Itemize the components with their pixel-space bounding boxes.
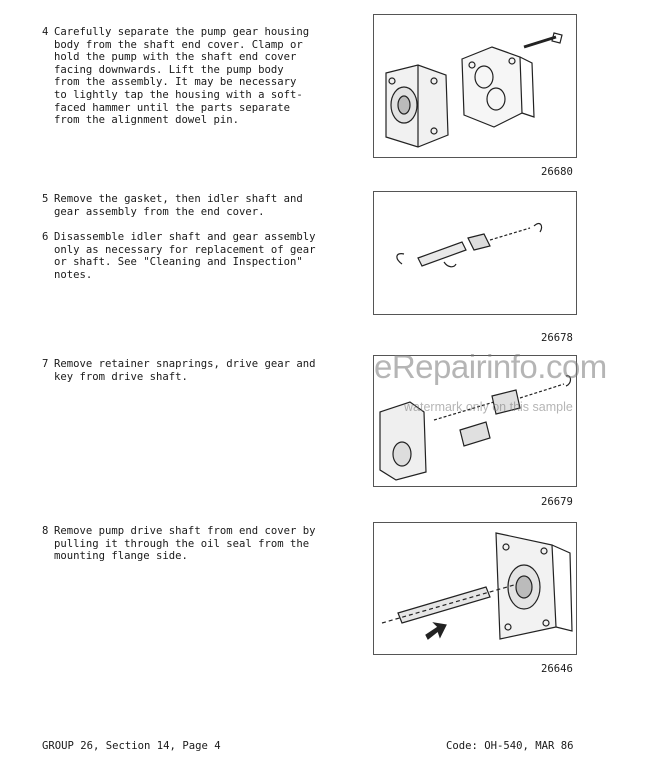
step-number: 6: [42, 231, 49, 243]
step-text: Remove retainer snaprings, drive gear and key from drive shaft.: [54, 358, 316, 383]
step-text: Carefully separate the pump gear housing body from the shaft end cover. Clamp or hold the pump with the shaft end cover facing downwards. Lift the pump body from the assembly. It may be necessary to lightly tap the housing with a soft- faced hammer until the parts separate from the alignment dowel pin.: [54, 26, 310, 127]
figure-pump-housing: [373, 14, 577, 158]
pump-housing-illustration: [374, 15, 576, 157]
step-6: [42, 231, 332, 281]
step-text: Disassemble idler shaft and gear assembly only as necessary for replacement of gear or shaft. See "Cleaning and Inspection" notes.: [54, 231, 316, 281]
step-text: Remove the gasket, then idler shaft and gear assembly from the end cover.: [54, 193, 303, 218]
step-4: [42, 26, 332, 127]
figure-caption: 26678: [541, 332, 573, 344]
figure-caption: 26679: [541, 496, 573, 508]
step-number: 4: [42, 26, 49, 38]
drive-shaft-illustration: [374, 523, 576, 654]
step-text: Remove pump drive shaft from end cover by pulling it through the oil seal from the mounting flange side.: [54, 525, 316, 563]
step-8: [42, 525, 332, 563]
step-number: 5: [42, 193, 49, 205]
step-number: 8: [42, 525, 49, 537]
idler-shaft-illustration: [374, 192, 576, 314]
figure-idler-shaft: [373, 191, 577, 315]
step-7: [42, 358, 332, 383]
footer-code: Code: OH-540, MAR 86: [446, 740, 574, 752]
watermark-main: eRepairinfo.com: [374, 348, 607, 385]
watermark-sub: watermark only on this sample: [404, 400, 573, 414]
figure-caption: 26646: [541, 663, 573, 675]
step-5: [42, 193, 332, 218]
step-number: 7: [42, 358, 49, 370]
figure-caption: 26680: [541, 166, 573, 178]
footer-page-ref: GROUP 26, Section 14, Page 4: [42, 740, 221, 752]
figure-drive-shaft: [373, 522, 577, 655]
